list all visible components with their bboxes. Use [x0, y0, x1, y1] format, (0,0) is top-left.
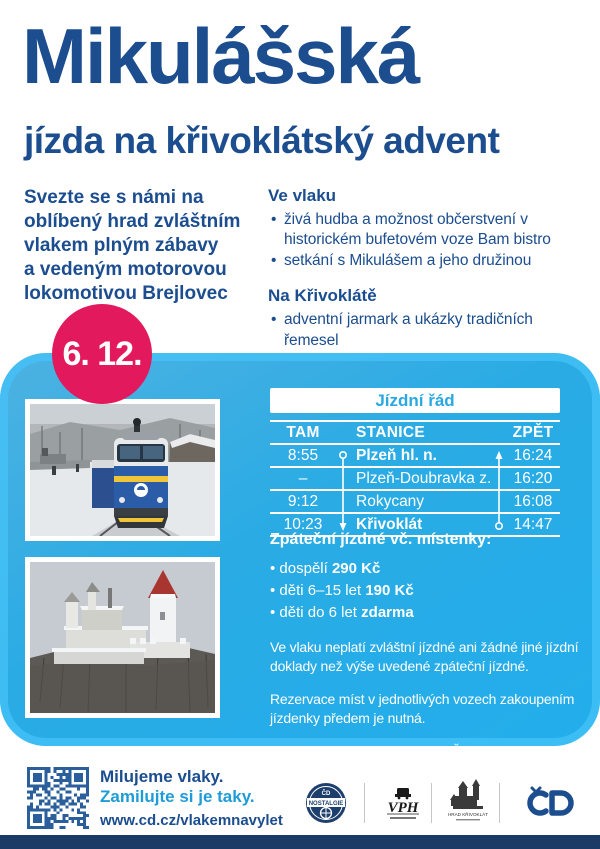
price-item: • děti 6–15 let 190 Kč	[270, 582, 414, 600]
time-tam: –	[298, 469, 308, 487]
station-name: Rokycany	[356, 492, 425, 510]
poster-subtitle: jízda na křivoklátský advent	[24, 120, 500, 161]
station-name: Plzeň hl. n.	[356, 446, 437, 464]
bullet-item: • živá hudba a možnost občerstvení v historickém bufetovém voze Bam bistro	[284, 210, 590, 251]
col-header-tam: TAM	[286, 423, 320, 441]
castle-photo	[25, 557, 220, 718]
time-tam: 8:55	[287, 446, 319, 464]
pricing-note: Prodej jízdenek v pokladnách ČD a na www.cd.cz/eshop od 11. 11. 2025.	[270, 742, 501, 779]
cd-nostalgie-logo	[305, 782, 347, 824]
hrad-krivoklat-logo	[447, 778, 489, 826]
price-value: 190 Kč	[365, 582, 414, 600]
poster-title: Mikulášská	[22, 12, 419, 100]
col-header-station: STANICE	[356, 423, 425, 441]
train-photo	[25, 399, 220, 541]
section-heading: Na Křivoklátě	[268, 286, 377, 306]
pricing-info	[270, 531, 585, 781]
time-zpet: 16:20	[513, 469, 553, 487]
locomotive-front	[114, 418, 168, 528]
train-photo-image	[30, 404, 215, 536]
timetable-header-row	[270, 422, 560, 445]
time-zpet: 16:08	[513, 492, 553, 510]
date-badge	[52, 304, 152, 404]
footer-bar	[0, 835, 600, 849]
pricing-heading: Zpáteční jízdné vč. místenky:	[270, 531, 492, 548]
price-item: • děti do 6 let zdarma	[270, 604, 414, 622]
bullet-item: • setkání s Mikulášem a jeho družinou	[284, 251, 590, 271]
pricing-note: Ve vlaku neplatí zvláštní jízdné ani žádné jiné jízdní doklady než výše uvedené zpáteční jízdné.	[270, 638, 579, 675]
intro-line: oblíbený hrad zvláštním	[24, 210, 241, 232]
price-value: 290 Kč	[331, 560, 381, 577]
cd-logo	[518, 786, 580, 820]
station-name: Plzeň-Doubravka z.	[356, 469, 492, 487]
col-header-zpet: ZPĚT	[512, 423, 554, 441]
tagline-dark: Milujeme vlaky.	[100, 767, 224, 786]
svg-text:ČD: ČD	[321, 791, 331, 797]
tagline-light: Zamilujte si je taky.	[100, 787, 255, 806]
table-row	[270, 491, 560, 514]
table-row	[270, 445, 560, 468]
footer-url: www.cd.cz/vlakemnavylet	[100, 812, 283, 829]
time-zpet: 16:24	[513, 446, 553, 464]
intro-line: Svezte se s námi na	[24, 187, 204, 208]
pricing-note: Rezervace míst v jednotlivých vozech zakoupením jízdenky předem je nutná.	[270, 690, 575, 727]
intro-line: vlakem plným zábavy	[24, 234, 219, 256]
qr-code	[27, 767, 89, 829]
section-ve-vlaku	[268, 186, 590, 271]
intro-line: a vedeným motorovou	[24, 258, 227, 280]
event-details	[268, 186, 590, 372]
price-item: • dospělí 290 Kč	[270, 560, 381, 577]
time-tam: 10:23	[283, 515, 323, 533]
table-row	[270, 468, 560, 491]
date-text: 6. 12.	[62, 334, 142, 373]
station-name: Křivoklát	[356, 515, 423, 533]
logo-divider	[499, 783, 500, 823]
vph-logo	[381, 786, 425, 822]
price-value: zdarma	[361, 604, 414, 622]
timetable-table	[270, 420, 560, 537]
timetable	[270, 388, 560, 537]
logo-divider	[431, 783, 432, 823]
time-zpet: 14:47	[513, 515, 553, 533]
intro-line: lokomotivou Brejlovec	[24, 282, 228, 304]
bullet-item: • adventní jarmark a ukázky tradičních řemesel	[284, 310, 590, 351]
svg-text:HRAD KŘIVOKLÁT: HRAD KŘIVOKLÁT	[447, 812, 489, 817]
svg-text:VPH: VPH	[387, 800, 419, 816]
castle-photo-image	[30, 562, 215, 713]
intro-text	[24, 186, 254, 306]
logo-divider	[364, 783, 365, 823]
section-heading: Ve vlaku	[268, 186, 337, 205]
time-tam: 9:12	[287, 492, 319, 510]
timetable-title: Jízdní řád	[270, 388, 560, 413]
svg-text:NOSTALGIE: NOSTALGIE	[308, 801, 344, 807]
